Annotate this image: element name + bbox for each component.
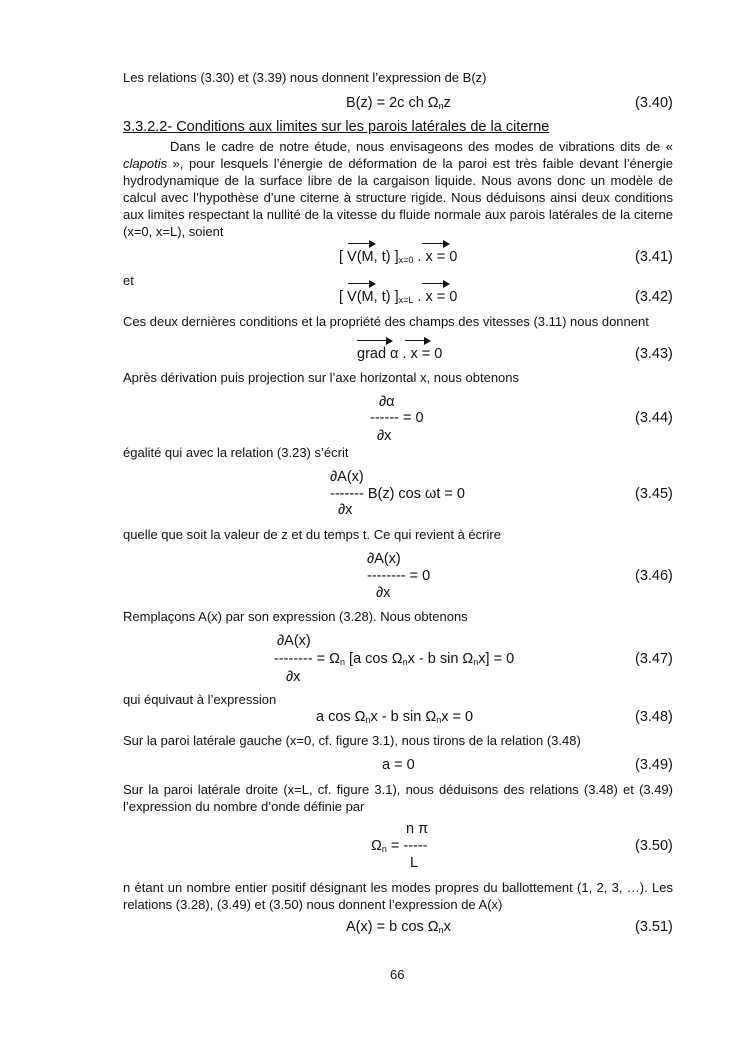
- section-title: 3.3.2.2- Conditions aux limites sur les parois latérales de la citerne: [123, 119, 550, 135]
- equation-3-50-numerator: n π: [406, 821, 429, 837]
- equation-number-3-45: (3.45): [635, 486, 673, 502]
- equation-number-3-44: (3.44): [635, 410, 673, 426]
- equation-number-3-41: (3.41): [635, 249, 673, 265]
- paragraph-4: égalité qui avec la relation (3.23) s’écrit: [123, 445, 349, 460]
- equation-number-3-51: (3.51): [635, 919, 673, 935]
- equation-number-3-50: (3.50): [635, 838, 673, 854]
- equation-number-3-47: (3.47): [635, 651, 673, 667]
- paragraph-5: quelle que soit la valeur de z et du temps t. Ce qui revient à écrire: [123, 527, 501, 542]
- equation-3-41: [ V(M, t) ]$_{x=0}$ . x = 0: [339, 249, 458, 265]
- paragraph-8: Sur la paroi latérale gauche (x=0, cf. figure 3.1), nous tirons de la relation (3.48): [123, 733, 581, 748]
- equation-3-49: a = 0: [382, 757, 415, 773]
- paragraph-3: Après dérivation puis projection sur l’axe horizontal x, nous obtenons: [123, 370, 520, 385]
- equation-3-51: A(x) = b $\cos \Omega_nx$: [346, 919, 451, 935]
- equation-3-43: grad α . x = 0: [357, 346, 443, 362]
- vector-arrow-x: [422, 240, 450, 248]
- equation-number-3-49: (3.49): [635, 757, 673, 773]
- equation-3-50-denominator: L: [410, 855, 419, 871]
- equation-number-3-42: (3.42): [635, 289, 673, 305]
- equation-3-44-numerator: ∂α: [379, 394, 395, 410]
- vector-arrow-x: [405, 337, 431, 345]
- conjunction-et: et: [123, 273, 134, 288]
- paragraph-1: Dans le cadre de notre étude, nous envisageons des modes de vibrations dits de « clapotis », pour lesquels l’énergie de déformation de la paroi est très faible devant l’énergie hydrodynamique de la surface libre de la cargaison liquide. Nous avons donc un modèle de calcul avec l’hypothèse d’une citerne à structure rigide. Nous déduisons ainsi deux conditions aux limites respectant la nullité de la vitesse du fluide normale aux parois latérales de la citerne (x=0, x=L), soient: [123, 139, 673, 239]
- equation-3-40: B(z) = 2c ch $\Omega_nz$: [346, 95, 451, 111]
- paragraph-9: Sur la paroi latérale droite (x=L, cf. figure 3.1), nous déduisons des relations (3.48) et (3.49) l’expression du nombre d’onde définie par: [123, 782, 673, 814]
- equation-3-42: [ V(M, t) ]$_{x=L}$ . x = 0: [339, 289, 458, 305]
- page-number: 66: [390, 967, 405, 982]
- paragraph-7: qui équivaut à l’expression: [123, 692, 277, 707]
- equation-3-44: ------ = 0: [370, 410, 424, 426]
- paragraph-6: Remplaçons A(x) par son expression (3.28). Nous obtenons: [123, 609, 468, 624]
- equation-number-3-48: (3.48): [635, 709, 673, 725]
- equation-number-3-43: (3.43): [635, 346, 673, 362]
- equation-3-44-denominator: ∂x: [377, 428, 392, 444]
- equation-3-50: $\Omega_n$ = -----: [371, 838, 428, 854]
- paragraph-10: n étant un nombre entier positif désignant les modes propres du ballottement (1, 2, 3, …). Les relations (3.28), (3.49) et (3.50) nous donnent l’expression de A(x): [123, 880, 673, 912]
- equation-3-46-numerator: ∂A(x): [367, 551, 401, 567]
- vector-arrow-v: [348, 280, 376, 288]
- vector-arrow-grad: [357, 337, 393, 345]
- equation-3-45-numerator: ∂A(x): [330, 469, 364, 485]
- vector-arrow-v: [348, 240, 376, 248]
- equation-3-45: ------- B(z) cos ωt = 0: [330, 486, 465, 502]
- vector-arrow-x: [422, 280, 450, 288]
- intro-line: Les relations (3.30) et (3.39) nous donnent l’expression de B(z): [123, 70, 487, 85]
- equation-3-48: a $\cos \Omega_nx$ - b $\sin \Omega_nx = 0$: [316, 709, 474, 725]
- paragraph-2: Ces deux dernières conditions et la propriété des champs des vitesses (3.11) nous donnent: [123, 314, 649, 329]
- equation-3-47-numerator: ∂A(x): [277, 633, 311, 649]
- equation-3-46-denominator: ∂x: [376, 585, 391, 601]
- equation-number-3-46: (3.46): [635, 568, 673, 584]
- equation-3-45-denominator: ∂x: [338, 502, 353, 518]
- equation-number-3-40: (3.40): [635, 95, 673, 111]
- equation-3-47-denominator: ∂x: [286, 669, 301, 685]
- equation-3-47: -------- = $\Omega_n$ [a $\cos \Omega_nx$ - b $\sin \Omega_nx] = 0$: [274, 651, 515, 667]
- equation-3-46: -------- = 0: [367, 568, 431, 584]
